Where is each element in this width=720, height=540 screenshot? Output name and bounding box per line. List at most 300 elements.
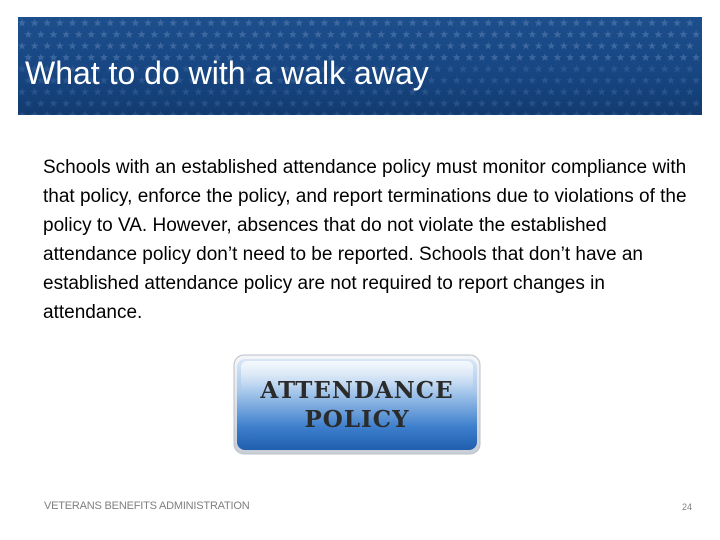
banner-star — [37, 30, 45, 38]
banner-star — [610, 88, 618, 96]
banner-star — [18, 111, 26, 115]
banner-star — [459, 111, 467, 115]
banner-star — [320, 19, 328, 27]
banner-star — [24, 99, 32, 107]
banner-star — [547, 65, 555, 73]
banner-star — [547, 19, 555, 27]
banner-star — [635, 42, 643, 50]
banner-star — [276, 99, 284, 107]
banner-star — [434, 42, 442, 50]
banner-star — [24, 30, 32, 38]
banner-star — [56, 19, 64, 27]
badge-line-1: ATTENDANCE — [260, 377, 454, 404]
banner-star — [371, 42, 379, 50]
banner-star — [497, 42, 505, 50]
banner-star — [453, 30, 461, 38]
banner-star — [528, 76, 536, 84]
banner-star — [692, 53, 700, 61]
banner-star — [283, 111, 291, 115]
banner-star — [18, 42, 26, 50]
banner-star — [150, 30, 158, 38]
banner-star — [560, 88, 568, 96]
banner-star — [528, 53, 536, 61]
banner-star — [62, 99, 70, 107]
banner-star — [276, 30, 284, 38]
banner-star — [465, 99, 473, 107]
banner-star — [604, 30, 612, 38]
banner-star — [283, 19, 291, 27]
banner-star — [686, 65, 694, 73]
banner-star — [642, 99, 650, 107]
banner-star — [673, 65, 681, 73]
banner-star — [459, 42, 467, 50]
banner-star — [446, 111, 454, 115]
banner-star — [629, 99, 637, 107]
banner-star — [176, 99, 184, 107]
banner-star — [610, 65, 618, 73]
banner-star — [528, 30, 536, 38]
banner-star — [226, 30, 234, 38]
banner-star — [686, 42, 694, 50]
banner-star — [207, 42, 215, 50]
banner-star — [579, 30, 587, 38]
banner-star — [270, 19, 278, 27]
banner-star — [94, 111, 102, 115]
banner-star — [125, 99, 133, 107]
banner-star — [535, 111, 543, 115]
banner-star — [257, 19, 265, 27]
banner-star — [465, 53, 473, 61]
banner-star — [497, 65, 505, 73]
banner-star — [94, 42, 102, 50]
banner-star — [667, 99, 675, 107]
banner-star — [194, 42, 202, 50]
slide-title: What to do with a walk away — [25, 55, 429, 91]
banner-star — [138, 30, 146, 38]
banner-star — [680, 76, 688, 84]
banner-star — [547, 88, 555, 96]
banner-star — [251, 99, 259, 107]
banner-star — [598, 42, 606, 50]
banner-star — [491, 30, 499, 38]
banner-star — [617, 99, 625, 107]
banner-star — [598, 19, 606, 27]
banner-star — [503, 76, 511, 84]
banner-star — [598, 111, 606, 115]
banner-star — [541, 76, 549, 84]
banner-star — [144, 111, 152, 115]
banner-star — [320, 111, 328, 115]
banner-star — [270, 111, 278, 115]
banner-star — [333, 111, 341, 115]
banner-star — [446, 65, 454, 73]
page-number: 24 — [681, 502, 692, 512]
banner-star — [554, 53, 562, 61]
banner-star — [635, 111, 643, 115]
banner-star — [402, 99, 410, 107]
banner-star — [346, 42, 354, 50]
banner-star — [327, 30, 335, 38]
banner-star — [396, 42, 404, 50]
banner-star — [428, 30, 436, 38]
banner-star — [270, 42, 278, 50]
banner-star — [346, 111, 354, 115]
banner-star — [100, 99, 108, 107]
banner-star — [522, 42, 530, 50]
banner-star — [522, 111, 530, 115]
banner-star — [75, 30, 83, 38]
banner-star — [415, 99, 423, 107]
banner-star — [50, 99, 58, 107]
banner-star — [547, 42, 555, 50]
banner-star — [409, 19, 417, 27]
banner-star — [572, 19, 580, 27]
banner-star — [692, 76, 700, 84]
banner-star — [81, 42, 89, 50]
banner-star — [106, 42, 114, 50]
banner-star — [365, 30, 373, 38]
banner-star — [484, 111, 492, 115]
banner-star — [610, 111, 618, 115]
banner-star — [509, 88, 517, 96]
banner-star — [383, 42, 391, 50]
title-banner — [18, 17, 702, 115]
banner-star — [560, 65, 568, 73]
banner-star — [346, 19, 354, 27]
banner-star — [453, 76, 461, 84]
banner-star — [320, 42, 328, 50]
banner-star — [648, 111, 656, 115]
banner-star — [667, 30, 675, 38]
banner-star — [516, 76, 524, 84]
banner-star — [119, 19, 127, 27]
banner-star — [31, 42, 39, 50]
banner-star — [686, 19, 694, 27]
banner-star — [528, 99, 536, 107]
banner-star — [459, 19, 467, 27]
banner-star — [661, 19, 669, 27]
banner-star — [635, 19, 643, 27]
banner-star — [188, 30, 196, 38]
banner-star — [163, 30, 171, 38]
banner-star — [560, 111, 568, 115]
banner-star — [686, 88, 694, 96]
banner-star — [465, 76, 473, 84]
banner-star — [100, 30, 108, 38]
banner-star — [509, 111, 517, 115]
banner-star — [572, 111, 580, 115]
banner-star — [371, 19, 379, 27]
banner-star — [131, 19, 139, 27]
banner-star — [478, 76, 486, 84]
banner-star — [554, 30, 562, 38]
banner-star — [673, 111, 681, 115]
banner-star — [201, 30, 209, 38]
banner-star — [257, 42, 265, 50]
slide-body-text: Schools with an established attendance policy must monitor compliance with that policy, enforce the policy, and report terminations due to violations of the policy to VA. However, absences that do not violate the established attendance policy don’t need to be reported. Schools that don’t have an established attendance policy are not required to report changes in attendance. — [43, 157, 687, 323]
banner-star — [434, 111, 442, 115]
banner-star — [396, 19, 404, 27]
banner-star — [226, 99, 234, 107]
banner-star — [635, 65, 643, 73]
banner-star — [680, 30, 688, 38]
banner-star — [522, 65, 530, 73]
banner-star — [327, 99, 335, 107]
banner-star — [245, 42, 253, 50]
banner-star — [150, 99, 158, 107]
banner-star — [68, 19, 76, 27]
banner-star — [572, 88, 580, 96]
footer-organization: VETERANS BENEFITS ADMINISTRATION — [44, 500, 250, 512]
banner-star — [572, 65, 580, 73]
banner-star — [453, 53, 461, 61]
banner-star — [188, 99, 196, 107]
banner-star — [617, 76, 625, 84]
banner-star — [383, 111, 391, 115]
banner-star — [680, 99, 688, 107]
banner-star — [491, 99, 499, 107]
banner-star — [232, 19, 240, 27]
banner-star — [257, 111, 265, 115]
banner-star — [377, 99, 385, 107]
banner-star — [598, 65, 606, 73]
banner-star — [472, 111, 480, 115]
banner-star — [440, 53, 448, 61]
banner-star — [661, 88, 669, 96]
badge-line-2: POLICY — [304, 406, 410, 433]
banner-star — [314, 99, 322, 107]
banner-star — [509, 19, 517, 27]
banner-star — [18, 19, 26, 27]
banner-star — [566, 30, 574, 38]
banner-star — [472, 19, 480, 27]
banner-star — [194, 19, 202, 27]
banner-star — [68, 111, 76, 115]
banner-star — [308, 19, 316, 27]
banner-star — [604, 76, 612, 84]
banner-star — [585, 42, 593, 50]
banner-star — [157, 111, 165, 115]
banner-star — [169, 19, 177, 27]
banner-star — [478, 53, 486, 61]
banner-star — [94, 19, 102, 27]
banner-star — [635, 88, 643, 96]
banner-star — [62, 30, 70, 38]
banner-star — [283, 42, 291, 50]
banner-star — [654, 99, 662, 107]
banner-star — [459, 88, 467, 96]
banner-star — [314, 30, 322, 38]
banner-star — [604, 53, 612, 61]
banner-star — [617, 53, 625, 61]
banner-star — [585, 88, 593, 96]
banner-star — [642, 53, 650, 61]
banner-star — [617, 30, 625, 38]
banner-star — [648, 19, 656, 27]
banner-star — [365, 99, 373, 107]
banner-star — [591, 53, 599, 61]
banner-star — [220, 111, 228, 115]
banner-star — [402, 30, 410, 38]
banner-star — [623, 88, 631, 96]
banner-star — [491, 76, 499, 84]
banner-star — [390, 30, 398, 38]
banner-star — [119, 111, 127, 115]
banner-star — [560, 42, 568, 50]
banner-star — [478, 30, 486, 38]
banner-star — [579, 53, 587, 61]
banner-star — [56, 111, 64, 115]
banner-star — [176, 30, 184, 38]
banner-star — [497, 88, 505, 96]
banner-star — [610, 19, 618, 27]
banner-star — [509, 42, 517, 50]
banner-star — [201, 99, 209, 107]
banner-star — [629, 53, 637, 61]
banner-star — [535, 19, 543, 27]
banner-star — [371, 111, 379, 115]
banner-star — [157, 19, 165, 27]
banner-star — [31, 19, 39, 27]
banner-star — [554, 99, 562, 107]
banner-star — [673, 19, 681, 27]
banner-star — [598, 88, 606, 96]
banner-star — [509, 65, 517, 73]
banner-star — [686, 111, 694, 115]
banner-star — [579, 99, 587, 107]
banner-star — [169, 42, 177, 50]
banner-star — [648, 88, 656, 96]
banner-star — [623, 65, 631, 73]
banner-star — [87, 99, 95, 107]
banner-star — [106, 111, 114, 115]
banner-star — [75, 99, 83, 107]
banner-star — [87, 30, 95, 38]
banner-star — [541, 99, 549, 107]
banner-star — [541, 53, 549, 61]
banner-star — [503, 99, 511, 107]
banner-star — [667, 53, 675, 61]
banner-star — [232, 111, 240, 115]
banner-star — [654, 76, 662, 84]
banner-star — [232, 42, 240, 50]
banner-star — [516, 53, 524, 61]
banner-star — [31, 111, 39, 115]
banner-star — [446, 42, 454, 50]
banner-star — [295, 19, 303, 27]
banner-star — [37, 99, 45, 107]
banner-star — [56, 42, 64, 50]
banner-star — [484, 88, 492, 96]
banner-star — [289, 99, 297, 107]
banner-star — [308, 111, 316, 115]
banner-star — [119, 42, 127, 50]
banner-star — [264, 99, 272, 107]
banner-star — [642, 76, 650, 84]
banner-star — [43, 42, 51, 50]
banner-star — [295, 42, 303, 50]
banner-star — [245, 19, 253, 27]
banner-star — [516, 30, 524, 38]
banner-star — [654, 30, 662, 38]
banner-star — [535, 42, 543, 50]
banner-star — [113, 99, 121, 107]
banner-star — [516, 99, 524, 107]
banner-star — [182, 19, 190, 27]
banner-star — [491, 53, 499, 61]
banner-star — [377, 30, 385, 38]
banner-star — [522, 88, 530, 96]
banner-star — [302, 30, 310, 38]
banner-star — [604, 99, 612, 107]
banner-star — [409, 111, 417, 115]
banner-star — [434, 65, 442, 73]
banner-star — [692, 99, 700, 107]
banner-star — [554, 76, 562, 84]
banner-star — [566, 99, 574, 107]
banner-star — [585, 19, 593, 27]
banner-star — [673, 42, 681, 50]
banner-star — [585, 65, 593, 73]
banner-star — [220, 42, 228, 50]
banner-star — [623, 19, 631, 27]
banner-star — [623, 111, 631, 115]
banner-star — [163, 99, 171, 107]
banner-star — [503, 30, 511, 38]
banner-star — [661, 65, 669, 73]
banner-star — [415, 30, 423, 38]
banner-star — [194, 111, 202, 115]
banner-star — [503, 53, 511, 61]
banner-star — [440, 30, 448, 38]
banner-star — [535, 88, 543, 96]
banner-star — [648, 65, 656, 73]
banner-star — [522, 19, 530, 27]
banner-star — [579, 76, 587, 84]
banner-star — [239, 30, 247, 38]
banner-star — [680, 53, 688, 61]
banner-star — [667, 76, 675, 84]
banner-star — [409, 42, 417, 50]
banner-star — [213, 30, 221, 38]
banner-star — [289, 30, 297, 38]
banner-star — [68, 42, 76, 50]
banner-star — [484, 19, 492, 27]
banner-star — [125, 30, 133, 38]
banner-star — [144, 19, 152, 27]
banner-star — [43, 19, 51, 27]
banner-star — [339, 99, 347, 107]
banner-star — [472, 65, 480, 73]
banner-star — [446, 19, 454, 27]
banner-star — [434, 19, 442, 27]
banner-star — [591, 99, 599, 107]
banner-star — [421, 111, 429, 115]
banner-star — [654, 53, 662, 61]
banner-star — [157, 42, 165, 50]
banner-star — [213, 99, 221, 107]
banner-star — [453, 99, 461, 107]
banner-star — [251, 30, 259, 38]
banner-star — [459, 65, 467, 73]
banner-star — [465, 30, 473, 38]
banner-star — [239, 99, 247, 107]
banner-star — [566, 53, 574, 61]
banner-star — [396, 111, 404, 115]
banner-star — [547, 111, 555, 115]
banner-star — [131, 42, 139, 50]
banner-star — [295, 111, 303, 115]
